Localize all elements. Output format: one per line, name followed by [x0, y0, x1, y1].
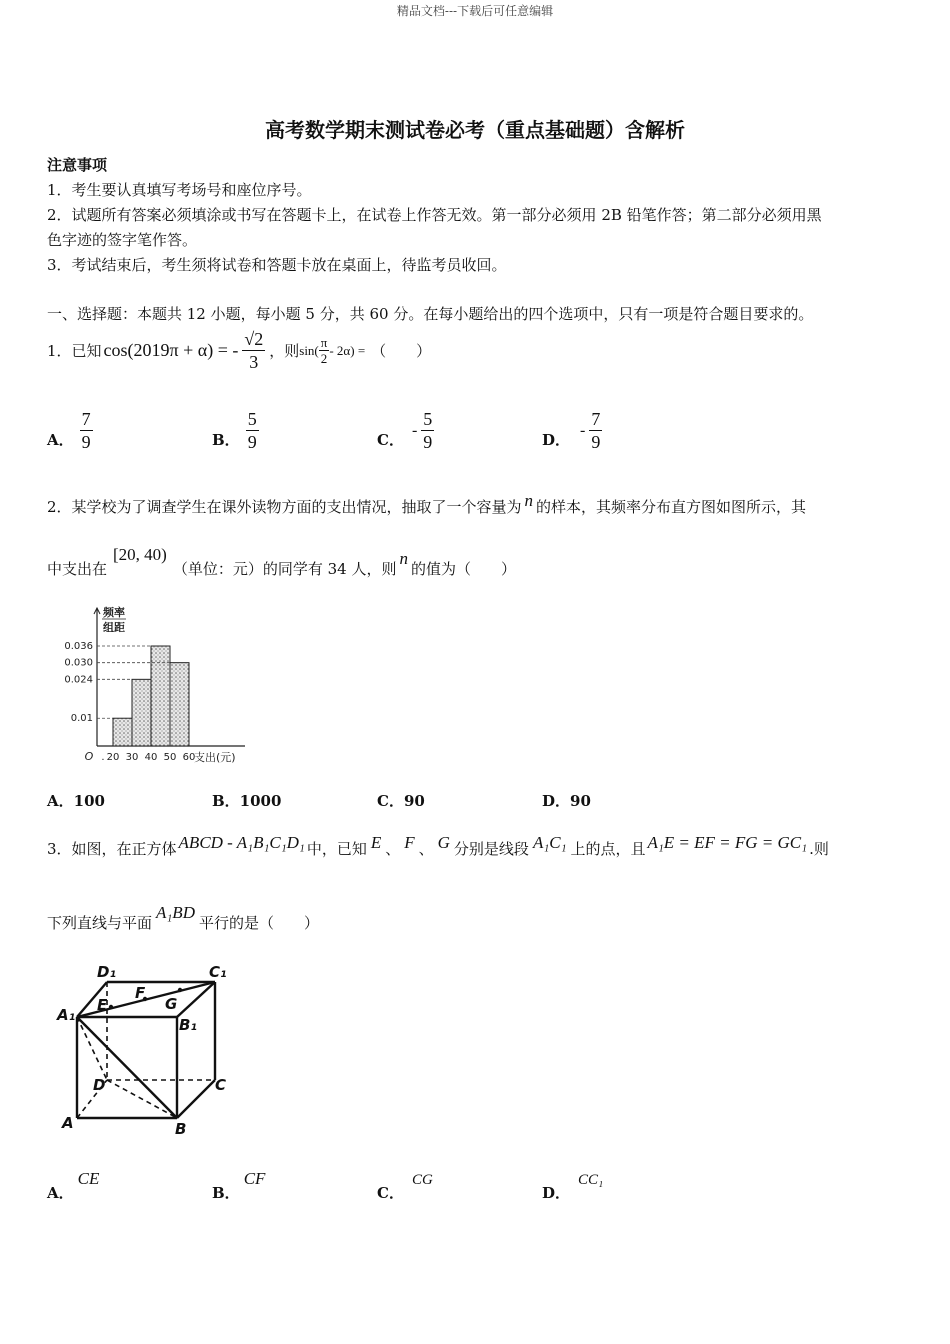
q2-n: n [524, 491, 534, 510]
histogram-bar [132, 679, 151, 746]
option-num: 7 [591, 409, 601, 429]
q2-option-b[interactable]: B．1000 [212, 792, 282, 810]
option-den: 9 [81, 432, 91, 452]
q2-option-a[interactable]: A．100 [47, 792, 105, 810]
histogram [55, 600, 265, 770]
q2-text: 中支出在 [47, 560, 108, 578]
y-axis-label-top: 频率 [103, 606, 125, 619]
q3-segment: A₁C₁ [532, 833, 567, 852]
notice-item: 3．考试结束后，考生须将试卷和答题卡放在桌面上，待监考员收回。 [47, 256, 507, 274]
y-tick-label: 0.036 [64, 641, 93, 652]
question-2-line-2 [47, 545, 516, 579]
q1-fraction [242, 328, 265, 373]
q2-option-c[interactable]: C．90 [377, 792, 425, 810]
option-num: 5 [423, 409, 433, 429]
cube-figure [55, 960, 245, 1140]
q1-option-d[interactable] [542, 408, 602, 453]
option-label: C． [377, 431, 404, 449]
q3-options [47, 1168, 747, 1208]
page-title: 高考数学期末测试卷必考（重点基础题）含解析 [265, 118, 685, 142]
histogram-bar [170, 663, 189, 746]
q1-option-c[interactable] [377, 408, 434, 453]
option-den: 9 [423, 432, 433, 452]
q3-point-e: E [370, 833, 382, 852]
q1-mid: ，则 [269, 342, 300, 360]
q3-text: 、 [385, 840, 401, 858]
q3-option-a[interactable] [47, 1168, 100, 1202]
q2-text: 的样本，其频率分布直方图如图所示，其 [536, 498, 807, 516]
q1-sin-num: π [320, 335, 328, 350]
q3-point-f: F [404, 833, 415, 852]
x-tick-label: 40 [144, 752, 158, 763]
option-fraction [246, 408, 259, 453]
option-fraction [80, 408, 93, 453]
q1-option-b[interactable] [212, 408, 259, 453]
y-tick-label: 0.024 [64, 674, 93, 686]
q1-paren: （ ） [371, 342, 432, 360]
q1-sin-expression [299, 335, 365, 366]
label-c: C [215, 1076, 227, 1094]
label-d: D [93, 1076, 106, 1094]
option-sign: - [411, 421, 418, 439]
y-tick-label: 0.01 [70, 713, 93, 725]
q3-text: 、 [418, 840, 434, 858]
label-b: B [175, 1120, 187, 1138]
q1-sin-den: 2 [320, 351, 328, 366]
q1-option-a[interactable] [47, 408, 93, 453]
option-label: C． [377, 1184, 404, 1202]
option-label: B． [212, 431, 240, 449]
label-b1: B₁ [179, 1016, 198, 1034]
label-f: F [135, 984, 146, 1002]
histogram-bar [113, 718, 132, 746]
option-num: 5 [247, 409, 257, 429]
label-d1: D₁ [97, 963, 117, 981]
q3-text: 平行的是（ ） [198, 914, 319, 932]
q1-sin-rest: - 2α) = [329, 342, 366, 358]
label-a1: A₁ [57, 1006, 76, 1024]
q2-text: 的值为（ ） [410, 560, 516, 578]
y-axis-label-bottom: 组距 [103, 621, 125, 634]
option-value: CE [77, 1169, 100, 1188]
q3-text: 中，已知 [306, 840, 367, 858]
option-sign: - [580, 421, 586, 439]
q1-sin-fraction [319, 335, 330, 366]
notice-item: 色字迹的签字笔作答。 [47, 231, 198, 249]
notice-item: 1．考生要认真填写考场号和座位序号。 [47, 181, 312, 199]
q2-option-d[interactable]: D．90 [542, 792, 591, 810]
q3-point-g: G [437, 833, 450, 852]
q3-plane: A₁BD [156, 903, 195, 922]
q1-prefix: 1．已知 [47, 342, 102, 360]
option-label: D． [542, 431, 571, 449]
q2-text: （单位：元）的同学有 34 人，则 [172, 560, 397, 578]
q1-fraction-num: √2 [244, 329, 264, 349]
y-tick-label: 0.030 [64, 657, 93, 669]
x-tick-label: 20 [106, 752, 120, 763]
q3-text: 分别是线段 [453, 840, 529, 858]
label-e: E [97, 996, 108, 1014]
option-value: CC₁ [578, 1172, 604, 1188]
question-3-line-2 [47, 903, 319, 933]
option-den: 9 [247, 432, 257, 452]
q3-cube: ABCD - A₁B₁C₁D₁ [178, 833, 305, 852]
q2-interval: [20, 40) [113, 545, 167, 564]
x-tick-label: 50 [163, 752, 177, 763]
section-heading: 一、选择题：本题共 12 小题，每小题 5 分，共 60 分。在每小题给出的四个选项中，只有一项是符合题目要求的。 [47, 305, 814, 323]
question-1 [47, 328, 431, 373]
q1-options [47, 408, 747, 463]
question-3-line-1 [47, 833, 829, 859]
option-fraction [421, 408, 434, 453]
x-axis-label: 支出(元) [194, 751, 236, 764]
histogram-bar [151, 646, 170, 746]
option-den: 9 [591, 432, 601, 452]
q2-text: 2．某学校为了调查学生在课外读物方面的支出情况，抽取了一个容量为 [47, 498, 522, 516]
q3-equality: A₁E = EF = FG = GC₁ [647, 833, 808, 852]
question-2-line-1 [47, 491, 807, 517]
q2-n: n [399, 549, 408, 568]
q3-text: 下列直线与平面 [47, 914, 153, 932]
q1-cos-expression: cos(2019π + α) = - [103, 340, 239, 360]
q3-option-c[interactable] [377, 1168, 433, 1202]
option-fraction [589, 408, 602, 453]
q3-option-b[interactable] [212, 1168, 266, 1202]
q3-text: 上的点，且 [570, 840, 646, 858]
page-header: 精品文档---下载后可任意编辑 [396, 4, 554, 18]
x-tick-label: 30 [125, 752, 139, 763]
origin-label: O [84, 750, 94, 763]
option-value: CF [243, 1169, 266, 1188]
label-c1: C₁ [209, 963, 227, 981]
option-value: CG [411, 1172, 433, 1188]
notice-item: 2．试题所有答案必须填涂或书写在答题卡上，在试卷上作答无效。第一部分必须用 2B 铅笔作答；第二部分必须用黑 [47, 206, 822, 224]
option-label: D． [542, 1184, 571, 1202]
label-a: A [62, 1114, 74, 1132]
x-axis-break: . [101, 752, 105, 763]
option-label: A． [47, 1184, 74, 1202]
q1-fraction-den: 3 [249, 352, 259, 372]
option-num: 7 [81, 409, 91, 429]
option-label: A． [47, 431, 74, 449]
q3-text: 3．如图，在正方体 [47, 840, 177, 858]
q3-option-d[interactable] [542, 1168, 604, 1202]
label-g: G [165, 995, 178, 1013]
x-tick-label: 60 [182, 752, 196, 763]
notice-heading: 注意事项 [47, 156, 108, 174]
option-label: B． [212, 1184, 240, 1202]
q3-text: .则 [809, 840, 829, 858]
q1-sin-open: sin( [299, 342, 319, 358]
